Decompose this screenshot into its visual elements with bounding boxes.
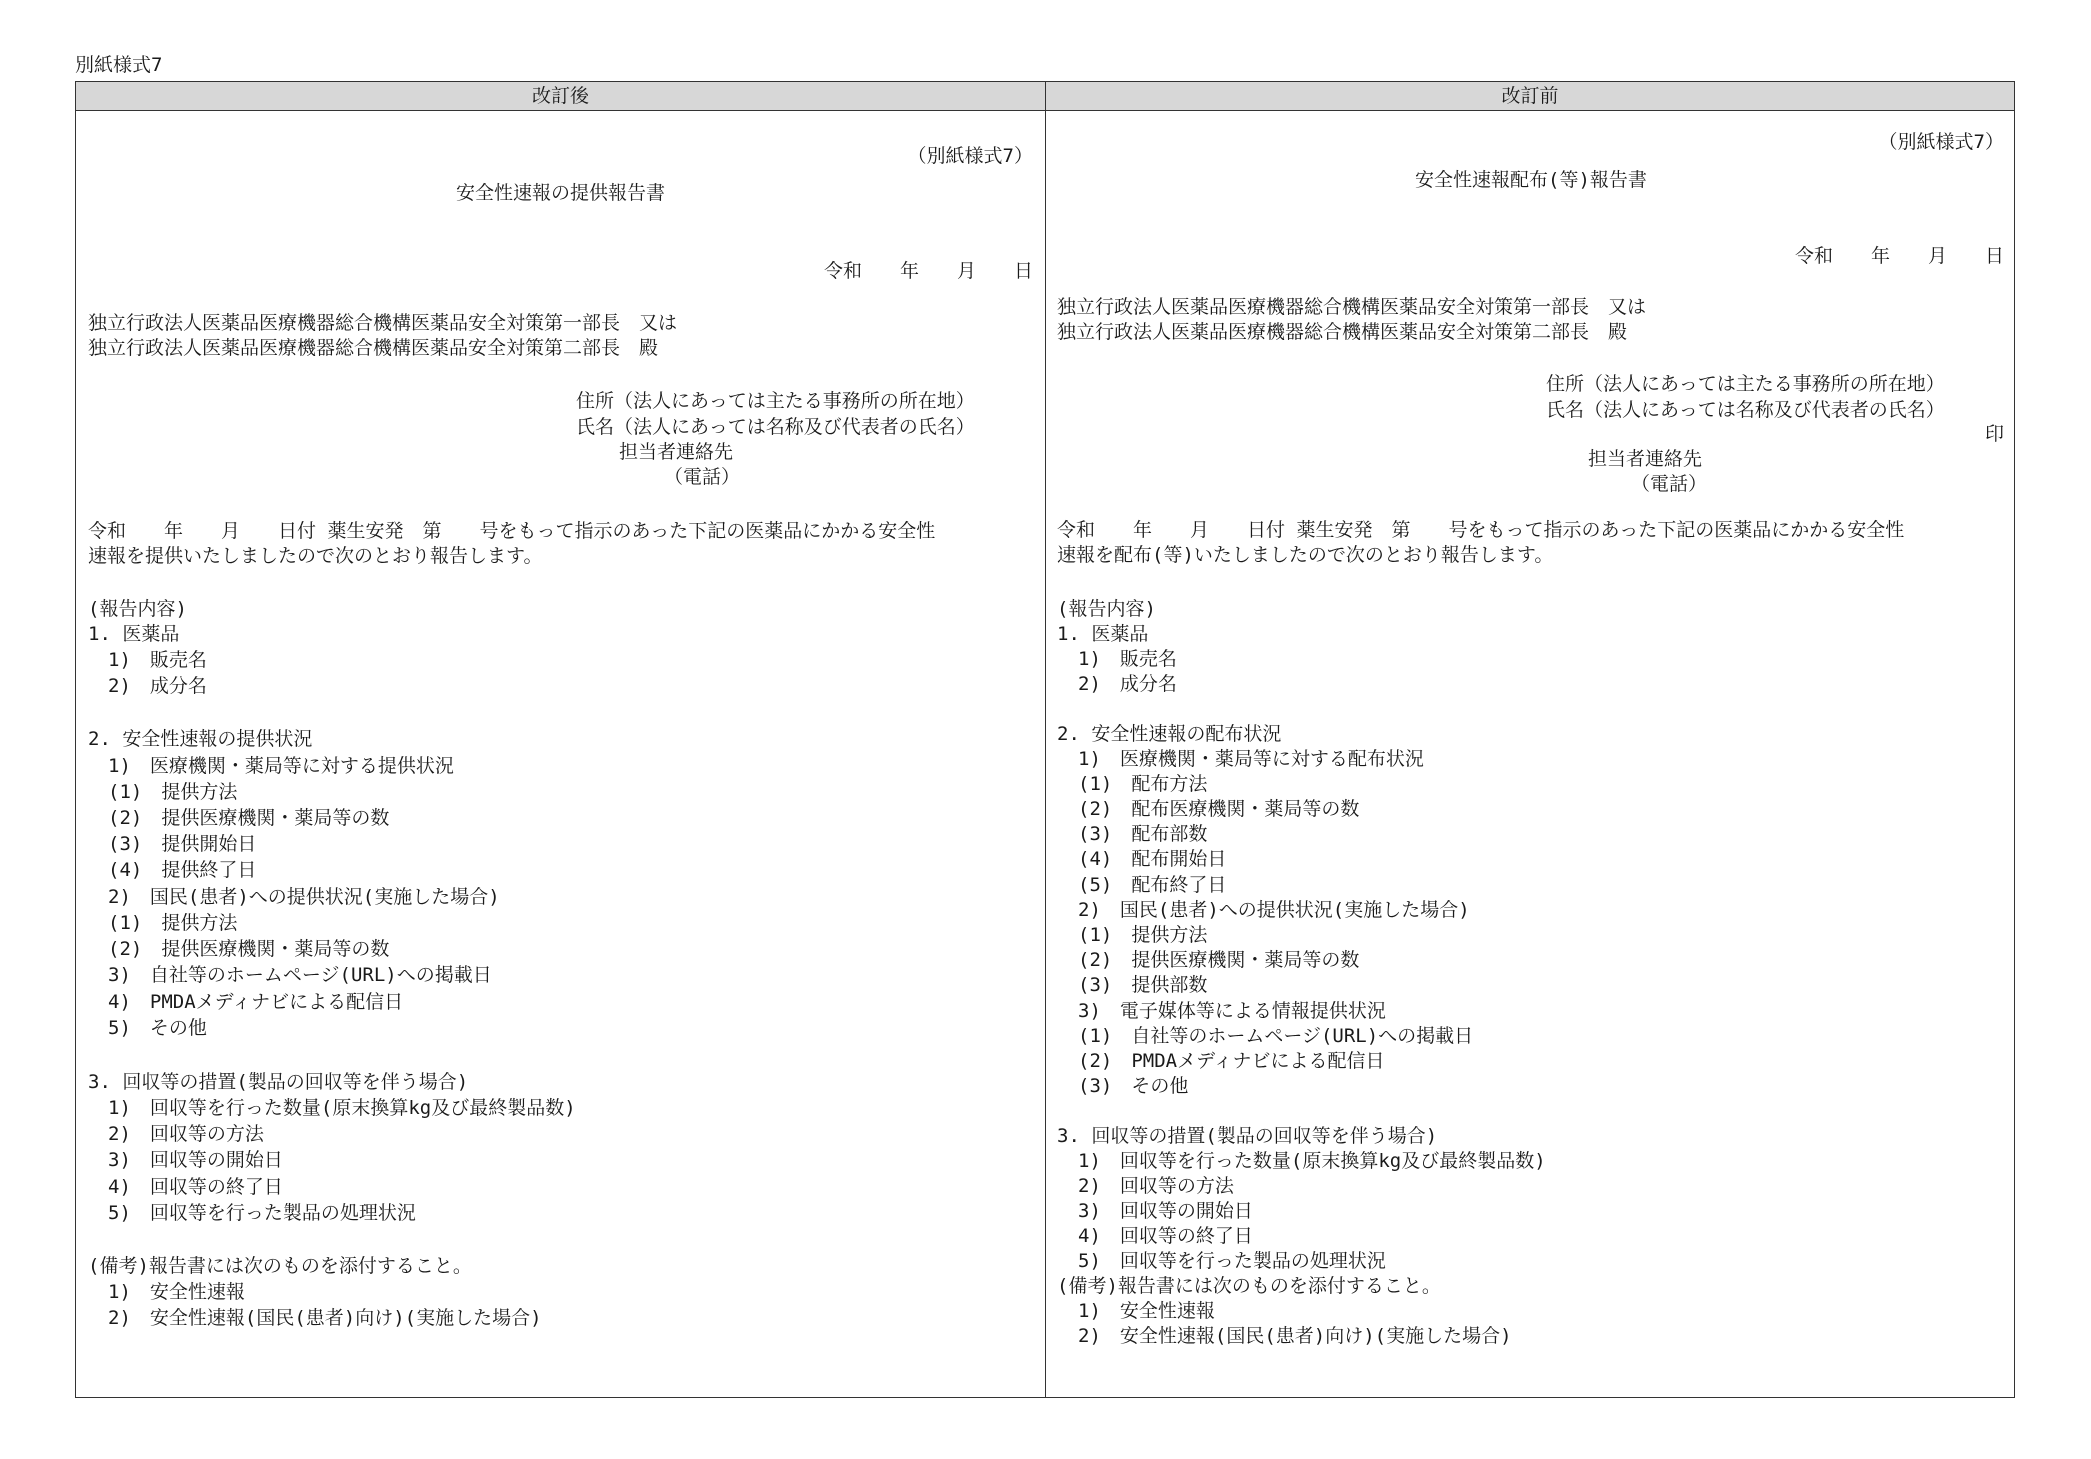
column-before xyxy=(1046,110,2016,1397)
list-item: 1) 回収等を行った数量(原末換算kg及び最終製品数) xyxy=(1078,1150,1546,1172)
list-item: 5) 回収等を行った製品の処理状況 xyxy=(108,1202,416,1224)
list-item: 1) 安全性速報 xyxy=(108,1281,245,1303)
list-item: 2) 回収等の方法 xyxy=(108,1123,264,1145)
list-item: 5) その他 xyxy=(108,1017,207,1039)
list-item: (1) 提供方法 xyxy=(108,781,238,803)
doc-title: 安全性速報の提供報告書 xyxy=(455,182,665,204)
list-item: 4) 回収等の終了日 xyxy=(1078,1225,1253,1247)
notes-title: (備考)報告書には次のものを添付すること。 xyxy=(88,1255,472,1277)
list-item: 1) 販売名 xyxy=(108,649,207,671)
list-item: 4) PMDAメディナビによる配信日 xyxy=(108,991,404,1013)
list-item: (1) 提供方法 xyxy=(108,912,238,934)
body-text: 速報を配布(等)いたしましたので次のとおり報告します。 xyxy=(1057,544,1554,566)
form-label: （別紙様式7） xyxy=(1878,131,2004,153)
body-text: 令和 年 月 日付 薬生安発 第 号をもって指示のあった下記の医薬品にかかる安全性 xyxy=(88,520,936,542)
report-label: (報告内容) xyxy=(88,598,187,620)
column-after xyxy=(76,110,1045,1397)
seal-mark: 印 xyxy=(1984,423,2004,445)
section-title: 1. 医薬品 xyxy=(88,623,180,645)
list-item: 3) 回収等の開始日 xyxy=(1078,1200,1253,1222)
sender-contact: 担当者連絡先 xyxy=(619,441,734,463)
list-item: (3) 配布部数 xyxy=(1078,823,1208,845)
report-label: (報告内容) xyxy=(1057,598,1156,620)
list-item: (3) その他 xyxy=(1078,1075,1189,1097)
list-item: 2) 安全性速報(国民(患者)向け)(実施した場合) xyxy=(108,1307,542,1329)
section-title: 3. 回収等の措置(製品の回収等を伴う場合) xyxy=(88,1071,469,1093)
list-item: (3) 提供部数 xyxy=(1078,974,1208,996)
list-item: 1) 医療機関・薬局等に対する提供状況 xyxy=(108,755,454,777)
list-item: (4) 提供終了日 xyxy=(108,859,257,881)
section-title: 2. 安全性速報の配布状況 xyxy=(1057,723,1282,745)
list-item: 3) 電子媒体等による情報提供状況 xyxy=(1078,1000,1386,1022)
section-title: 3. 回収等の措置(製品の回収等を伴う場合) xyxy=(1057,1125,1438,1147)
list-item: (2) 提供医療機関・薬局等の数 xyxy=(1078,949,1360,971)
list-item: (1) 提供方法 xyxy=(1078,924,1208,946)
list-item: (4) 配布開始日 xyxy=(1078,848,1227,870)
section-title: 1. 医薬品 xyxy=(1057,623,1149,645)
list-item: (2) 配布医療機関・薬局等の数 xyxy=(1078,798,1360,820)
list-item: 2) 国民(患者)への提供状況(実施した場合) xyxy=(108,886,500,908)
header-before: 改訂前 xyxy=(1501,85,1559,107)
sender-address: 住所（法人にあっては主たる事務所の所在地） xyxy=(1546,373,1945,395)
sender-name: 氏名（法人にあっては名称及び代表者の氏名） xyxy=(576,416,975,438)
list-item: 2) 成分名 xyxy=(108,675,207,697)
list-item: 2) 安全性速報(国民(患者)向け)(実施した場合) xyxy=(1078,1325,1512,1347)
date-line: 令和 年 月 日 xyxy=(1794,245,2004,267)
list-item: 2) 国民(患者)への提供状況(実施した場合) xyxy=(1078,899,1470,921)
sender-contact: 担当者連絡先 xyxy=(1588,448,1703,470)
addressee-line: 独立行政法人医薬品医療機器総合機構医薬品安全対策第二部長 殿 xyxy=(1057,321,1628,343)
list-item: 1) 安全性速報 xyxy=(1078,1300,1215,1322)
list-item: (2) 提供医療機関・薬局等の数 xyxy=(108,807,390,829)
notes-title: (備考)報告書には次のものを添付すること。 xyxy=(1057,1275,1441,1297)
list-item: 3) 自社等のホームページ(URL)への掲載日 xyxy=(108,964,492,986)
list-item: 1) 回収等を行った数量(原末換算kg及び最終製品数) xyxy=(108,1097,576,1119)
list-item: 1) 販売名 xyxy=(1078,648,1177,670)
list-item: (5) 配布終了日 xyxy=(1078,874,1227,896)
list-item: (1) 自社等のホームページ(URL)への掲載日 xyxy=(1078,1025,1474,1047)
date-line: 令和 年 月 日 xyxy=(823,260,1033,282)
list-item: (3) 提供開始日 xyxy=(108,833,257,855)
sender-phone: （電話） xyxy=(664,466,741,488)
doc-title: 安全性速報配布(等)報告書 xyxy=(1415,169,1647,191)
comparison-table xyxy=(75,81,2015,1398)
section-title: 2. 安全性速報の提供状況 xyxy=(88,728,313,750)
addressee-line: 独立行政法人医薬品医療機器総合機構医薬品安全対策第二部長 殿 xyxy=(88,337,659,359)
sender-phone: （電話） xyxy=(1631,473,1708,495)
page-label: 別紙様式7 xyxy=(75,54,163,76)
list-item: (2) PMDAメディナビによる配信日 xyxy=(1078,1050,1385,1072)
list-item: 2) 回収等の方法 xyxy=(1078,1175,1234,1197)
sender-address: 住所（法人にあっては主たる事務所の所在地） xyxy=(576,390,975,412)
list-item: 3) 回収等の開始日 xyxy=(108,1149,283,1171)
list-item: 4) 回収等の終了日 xyxy=(108,1176,283,1198)
addressee-line: 独立行政法人医薬品医療機器総合機構医薬品安全対策第一部長 又は xyxy=(1057,296,1647,318)
body-text: 速報を提供いたしましたので次のとおり報告します。 xyxy=(88,545,543,567)
list-item: 1) 医療機関・薬局等に対する配布状況 xyxy=(1078,748,1424,770)
list-item: 5) 回収等を行った製品の処理状況 xyxy=(1078,1250,1386,1272)
list-item: 2) 成分名 xyxy=(1078,673,1177,695)
header-after: 改訂後 xyxy=(531,85,589,107)
body-text: 令和 年 月 日付 薬生安発 第 号をもって指示のあった下記の医薬品にかかる安全性 xyxy=(1057,519,1905,541)
list-item: (2) 提供医療機関・薬局等の数 xyxy=(108,938,390,960)
addressee-line: 独立行政法人医薬品医療機器総合機構医薬品安全対策第一部長 又は xyxy=(88,312,678,334)
list-item: (1) 配布方法 xyxy=(1078,773,1208,795)
form-label: （別紙様式7） xyxy=(907,145,1033,167)
sender-name: 氏名（法人にあっては名称及び代表者の氏名） xyxy=(1546,399,1945,421)
